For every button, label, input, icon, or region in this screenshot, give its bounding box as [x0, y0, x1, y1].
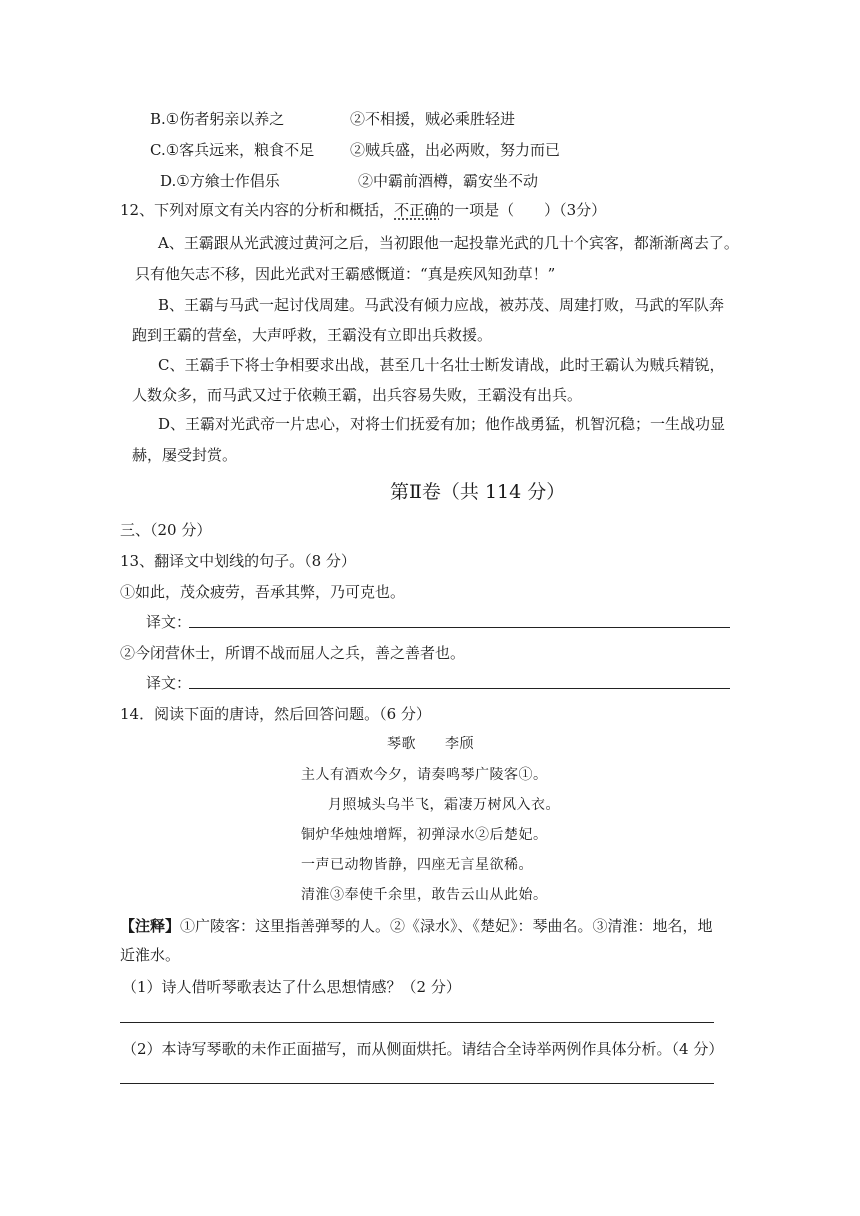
- poem-line-3: 铜炉华烛烛增辉，初弹渌水②后楚妃。: [301, 827, 548, 843]
- q12-option-a-line1: A、王霸跟从光武渡过黄河之后，当初跟他一起投靠光武的几十个宾客，都渐渐离去了。: [158, 234, 739, 252]
- q14-answer-line-1[interactable]: [120, 1022, 714, 1023]
- q12-option-d-line2: 赫，屡受封赏。: [132, 446, 238, 464]
- option-b-part2: ②不相援，贼必乘胜轻进: [350, 110, 516, 128]
- poem-notes-line1: [120, 916, 713, 936]
- poem-line-4: 一声已动物皆静，四座无言星欲稀。: [301, 857, 533, 873]
- question-14-stem: 14．阅读下面的唐诗，然后回答问题。（6 分）: [120, 705, 431, 723]
- q12-option-d-line1: D、王霸对光武帝一片忠心，对将士们抚爱有加；他作战勇猛，机智沉稳；一生战功显: [158, 415, 726, 433]
- q13-sentence-1: ①如此，茂众疲劳，吾承其弊，乃可克也。: [120, 583, 406, 601]
- q13-translation-label-1: 译文：: [146, 613, 192, 631]
- q14-subquestion-1: （1）诗人借听琴歌表达了什么思想情感？（2 分）: [122, 978, 461, 996]
- poem-line-2: 月照城头乌半飞，霜凄万树风入衣。: [328, 797, 560, 813]
- option-b-part1: B.①伤者躬亲以养之: [150, 110, 285, 128]
- question-12-stem-post: 的一项是（ ）（3分）: [439, 201, 607, 219]
- poem-notes-line2: 近淮水。: [120, 946, 181, 964]
- q14-subquestion-2: （2）本诗写琴歌的未作正面描写，而从侧面烘托。请结合全诗举两例作具体分析。（4 分）: [122, 1040, 724, 1058]
- question-12-emphasis: 不正确: [394, 201, 440, 219]
- q12-option-b-line1: B、王霸与马武一起讨伐周建。马武没有倾力应战，被苏茂、周建打败，马武的军队奔: [158, 296, 725, 314]
- q12-option-c-line1: C、王霸手下将士争相要求出战，甚至几十名壮士断发请战，此时王霸认为贼兵精锐，: [158, 356, 725, 374]
- notes-label: 【注释】: [120, 917, 181, 935]
- section-2-title: 第Ⅱ卷（共 114 分）: [390, 481, 566, 503]
- question-12-stem-pre: 12、下列对原文有关内容的分析和概括，: [120, 201, 395, 219]
- notes-text-1: ①广陵客：这里指善弹琴的人。②《渌水》、《楚妃》：琴曲名。③清淮：地名，地: [180, 917, 713, 935]
- q13-sentence-2: ②今闭营休士，所谓不战而屈人之兵，善之善者也。: [120, 644, 466, 662]
- q13-answer-line-2[interactable]: [189, 688, 730, 689]
- poem-line-5: 清淮③奉使千余里，敢告云山从此始。: [301, 887, 548, 903]
- q14-answer-line-2[interactable]: [120, 1083, 714, 1084]
- option-d-part1: D.①方飨士作倡乐: [160, 172, 280, 190]
- option-d-part2: ②中霸前酒樽，霸安坐不动: [358, 172, 539, 190]
- option-c-part1: C.①客兵远来，粮食不足: [150, 141, 315, 159]
- part-3-heading: 三、（20 分）: [120, 521, 212, 539]
- q12-option-a-line2: 只有他矢志不移，因此光武对王霸感慨道：“真是疾风知劲草！”: [135, 265, 556, 283]
- question-13-stem: 13、翻译文中划线的句子。（8 分）: [120, 552, 356, 570]
- q13-answer-line-1[interactable]: [189, 627, 730, 628]
- poem-line-1: 主人有酒欢今夕，请奏鸣琴广陵客①。: [301, 767, 548, 783]
- question-12-stem: [120, 200, 606, 220]
- q12-option-b-line2: 跑到王霸的营垒，大声呼救，王霸没有立即出兵救援。: [132, 326, 493, 344]
- q12-option-c-line2: 人数众多，而马武又过于依赖王霸，出兵容易失败，王霸没有出兵。: [132, 386, 583, 404]
- q13-translation-label-2: 译文：: [146, 674, 192, 692]
- poem-title: 琴歌 李颀: [387, 736, 474, 752]
- option-c-part2: ②贼兵盛，出必两败，努力而已: [350, 141, 561, 159]
